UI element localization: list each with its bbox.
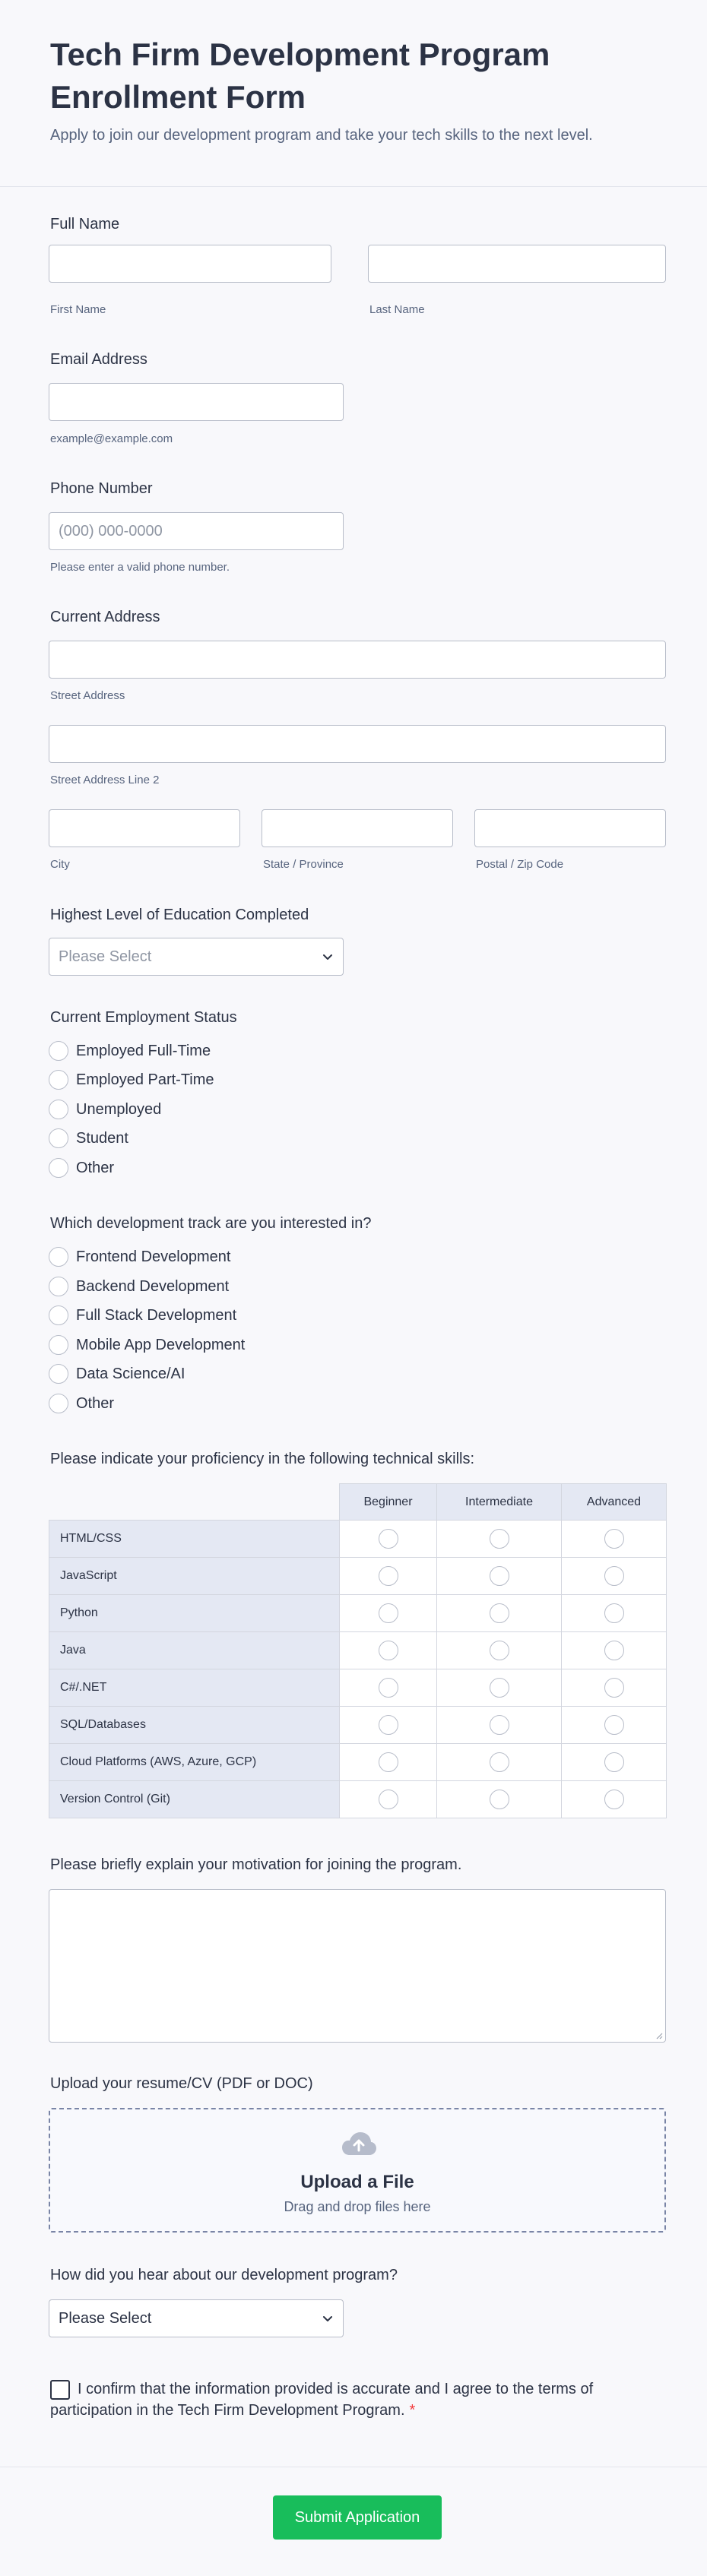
matrix-cell — [340, 1632, 437, 1669]
employment-option[interactable] — [49, 1128, 128, 1149]
last-name-input[interactable] — [368, 245, 666, 283]
referral-select[interactable] — [49, 2299, 344, 2337]
matrix-cell — [340, 1744, 437, 1781]
radio-button[interactable] — [379, 1715, 398, 1735]
matrix-column-header: Beginner — [340, 1484, 437, 1521]
matrix-row — [49, 1521, 667, 1558]
street-address-input[interactable] — [49, 641, 666, 679]
radio-button[interactable] — [379, 1566, 398, 1586]
motivation-textarea[interactable] — [49, 1889, 666, 2043]
track-label: Which development track are you interested in? — [50, 1215, 372, 1232]
email-input[interactable] — [49, 383, 344, 421]
matrix-cell — [562, 1521, 667, 1558]
track-option[interactable] — [49, 1393, 114, 1414]
upload-title: Upload a File — [300, 2172, 414, 2192]
radio-button[interactable] — [49, 1247, 68, 1267]
employment-option-label: Unemployed — [76, 1100, 162, 1118]
matrix-cell — [437, 1669, 562, 1707]
phone-sublabel: Please enter a valid phone number. — [50, 561, 230, 574]
radio-button[interactable] — [490, 1529, 509, 1549]
last-name-sublabel: Last Name — [369, 303, 425, 316]
matrix-cell — [437, 1744, 562, 1781]
radio-button[interactable] — [490, 1603, 509, 1623]
chevron-down-icon — [322, 951, 334, 963]
matrix-cell — [562, 1744, 667, 1781]
radio-button[interactable] — [490, 1715, 509, 1735]
resize-grip-icon[interactable] — [654, 2030, 663, 2040]
matrix-row — [49, 1558, 667, 1595]
radio-button[interactable] — [490, 1790, 509, 1809]
city-input[interactable] — [49, 809, 240, 847]
matrix-cell — [562, 1632, 667, 1669]
employment-option-label: Employed Part-Time — [76, 1071, 214, 1088]
matrix-column-header: Advanced — [562, 1484, 667, 1521]
matrix-cell — [340, 1707, 437, 1744]
submit-button[interactable]: Submit Application — [273, 2495, 442, 2540]
matrix-row-label: Python — [49, 1595, 340, 1632]
matrix-row-label: SQL/Databases — [49, 1707, 340, 1744]
motivation-label: Please briefly explain your motivation for joining the program. — [50, 1856, 462, 1873]
zip-sublabel: Postal / Zip Code — [476, 858, 564, 871]
radio-button[interactable] — [379, 1678, 398, 1698]
track-option[interactable] — [49, 1363, 185, 1385]
address-label: Current Address — [50, 609, 160, 625]
radio-button[interactable] — [49, 1394, 68, 1413]
track-option-label: Full Stack Development — [76, 1306, 237, 1324]
education-select-value: Please Select — [59, 948, 152, 965]
employment-option[interactable] — [49, 1157, 114, 1179]
file-upload-dropzone[interactable] — [49, 2108, 666, 2233]
education-label: Highest Level of Education Completed — [50, 907, 309, 923]
track-option[interactable] — [49, 1276, 229, 1297]
matrix-row — [49, 1669, 667, 1707]
radio-button[interactable] — [49, 1305, 68, 1325]
education-select[interactable] — [49, 938, 344, 976]
matrix-row-label: Version Control (Git) — [49, 1781, 340, 1818]
consent-text — [50, 2378, 598, 2421]
radio-button[interactable] — [379, 1790, 398, 1809]
track-option-label: Mobile App Development — [76, 1336, 246, 1353]
form-subtitle: Apply to join our development program and take your tech skills to the next level. — [50, 127, 593, 144]
skills-label: Please indicate your proficiency in the following technical skills: — [50, 1451, 475, 1467]
track-option-label: Other — [76, 1394, 115, 1412]
city-sublabel: City — [50, 858, 70, 871]
track-option[interactable] — [49, 1246, 230, 1267]
radio-button[interactable] — [49, 1041, 68, 1061]
matrix-cell — [437, 1558, 562, 1595]
email-label: Email Address — [50, 351, 147, 368]
radio-button[interactable] — [604, 1715, 624, 1735]
cloud-upload-icon — [341, 2129, 377, 2160]
radio-button[interactable] — [49, 1070, 68, 1090]
radio-button[interactable] — [379, 1529, 398, 1549]
radio-button[interactable] — [49, 1364, 68, 1384]
matrix-cell — [437, 1595, 562, 1632]
matrix-row — [49, 1632, 667, 1669]
radio-button[interactable] — [49, 1335, 68, 1355]
required-mark: * — [409, 2402, 416, 2419]
zip-input[interactable] — [474, 809, 666, 847]
track-option[interactable] — [49, 1334, 245, 1356]
form-header — [0, 0, 707, 187]
first-name-input[interactable] — [49, 245, 331, 283]
resume-label: Upload your resume/CV (PDF or DOC) — [50, 2075, 313, 2092]
matrix-cell — [340, 1595, 437, 1632]
employment-option[interactable] — [49, 1069, 214, 1090]
matrix-cell — [562, 1558, 667, 1595]
matrix-row — [49, 1744, 667, 1781]
employment-label: Current Employment Status — [50, 1009, 237, 1026]
referral-label: How did you hear about our development program? — [50, 2267, 398, 2283]
matrix-cell — [437, 1632, 562, 1669]
radio-button[interactable] — [49, 1277, 68, 1296]
radio-button[interactable] — [604, 1566, 624, 1586]
matrix-cell — [562, 1669, 667, 1707]
state-sublabel: State / Province — [263, 858, 344, 871]
matrix-row — [49, 1781, 667, 1818]
matrix-cell — [437, 1521, 562, 1558]
radio-button[interactable] — [49, 1128, 68, 1148]
matrix-cell — [562, 1595, 667, 1632]
radio-button[interactable] — [379, 1603, 398, 1623]
radio-button[interactable] — [604, 1529, 624, 1549]
matrix-cell — [340, 1781, 437, 1818]
track-option-label: Backend Development — [76, 1277, 230, 1295]
matrix-cell — [340, 1558, 437, 1595]
radio-button[interactable] — [604, 1641, 624, 1660]
matrix-cell — [340, 1669, 437, 1707]
email-sublabel: example@example.com — [50, 432, 173, 445]
first-name-sublabel: First Name — [50, 303, 106, 316]
matrix-cell — [437, 1707, 562, 1744]
matrix-row-label: Cloud Platforms (AWS, Azure, GCP) — [49, 1744, 340, 1781]
employment-option[interactable] — [49, 1040, 211, 1062]
matrix-column-header: Intermediate — [437, 1484, 562, 1521]
matrix-row-label: Java — [49, 1632, 340, 1669]
track-option-label: Data Science/AI — [76, 1365, 185, 1382]
track-option-label: Frontend Development — [76, 1248, 231, 1265]
employment-option[interactable] — [49, 1099, 161, 1120]
radio-button[interactable] — [379, 1641, 398, 1660]
phone-input[interactable] — [49, 512, 344, 550]
matrix-cell — [340, 1521, 437, 1558]
employment-option-label: Student — [76, 1129, 128, 1147]
street-address-line2-sublabel: Street Address Line 2 — [50, 774, 160, 786]
matrix-row-label: JavaScript — [49, 1558, 340, 1595]
radio-button[interactable] — [490, 1752, 509, 1772]
radio-button[interactable] — [604, 1752, 624, 1772]
matrix-corner — [49, 1484, 340, 1521]
radio-button[interactable] — [490, 1678, 509, 1698]
chevron-down-icon — [322, 2312, 334, 2324]
state-input[interactable] — [262, 809, 453, 847]
matrix-cell — [562, 1781, 667, 1818]
consent-checkbox[interactable] — [50, 2380, 70, 2400]
matrix-cell — [562, 1707, 667, 1744]
full-name-label: Full Name — [50, 216, 120, 233]
radio-button[interactable] — [490, 1566, 509, 1586]
employment-option-label: Other — [76, 1159, 115, 1176]
matrix-row — [49, 1707, 667, 1744]
consent-label: I confirm that the information provided is accurate and I agree to the terms of participation in the Tech Firm Development Program. — [50, 2381, 594, 2419]
matrix-cell — [437, 1781, 562, 1818]
skills-matrix — [49, 1483, 667, 1818]
phone-label: Phone Number — [50, 480, 153, 497]
radio-button[interactable] — [604, 1678, 624, 1698]
radio-button[interactable] — [490, 1641, 509, 1660]
track-option[interactable] — [49, 1305, 236, 1326]
radio-button[interactable] — [49, 1100, 68, 1119]
employment-option-label: Employed Full-Time — [76, 1042, 211, 1059]
radio-button[interactable] — [604, 1790, 624, 1809]
street-address-sublabel: Street Address — [50, 689, 125, 702]
upload-subtitle: Drag and drop files here — [284, 2199, 431, 2214]
referral-select-value: Please Select — [59, 2309, 152, 2327]
radio-button[interactable] — [379, 1752, 398, 1772]
radio-button[interactable] — [604, 1603, 624, 1623]
matrix-row-label: HTML/CSS — [49, 1521, 340, 1558]
matrix-row — [49, 1595, 667, 1632]
matrix-header-row — [49, 1484, 667, 1521]
matrix-row-label: C#/.NET — [49, 1669, 340, 1707]
form-title: Tech Firm Development Program Enrollment Form — [50, 36, 550, 115]
radio-button[interactable] — [49, 1158, 68, 1178]
street-address-line2-input[interactable] — [49, 725, 666, 763]
